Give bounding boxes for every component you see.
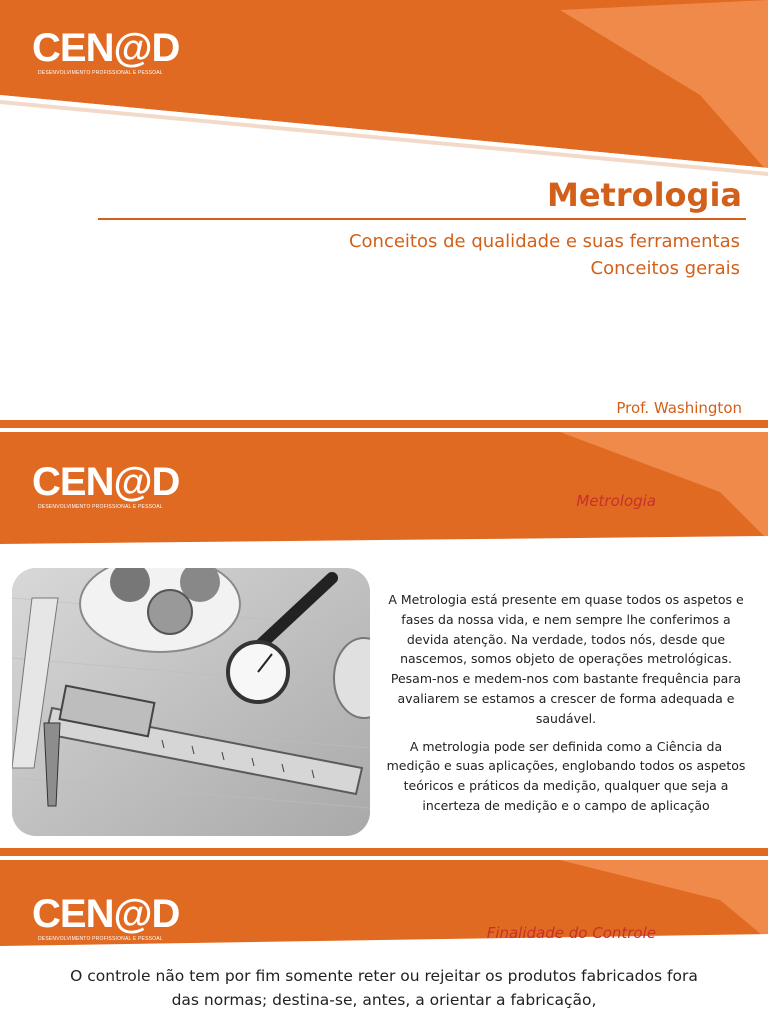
logo-text: CEN@D (32, 460, 180, 504)
author: Prof. Washington (616, 399, 742, 417)
logo-tagline: DESENVOLVIMENTO PROFISSIONAL E PESSOAL (38, 936, 163, 942)
slide-title (0, 0, 768, 428)
title-underline (98, 218, 746, 220)
logo-text: CEN@D (32, 26, 180, 70)
subtitle-2: Conceitos gerais (590, 258, 740, 279)
cenad-logo (32, 460, 180, 510)
body-text: O controle não tem por fim somente reter ou rejeitar os produtos fabricados fora das normas; destina-se, antes, a orientar a fabricação, (70, 967, 698, 1009)
logo-tagline: DESENVOLVIMENTO PROFISSIONAL E PESSOAL (38, 504, 163, 510)
logo-text: CEN@D (32, 892, 180, 936)
cenad-logo (32, 26, 180, 76)
paragraph-2: A metrologia pode ser definida como a Ciência da medição e suas aplicações, englobando todos os aspetos teóricos e práticos da medição, qualquer que seja a incerteza de medição e o campo de aplicação (386, 738, 746, 813)
slide-title-text: Metrologia (546, 176, 742, 214)
body-text (384, 590, 748, 824)
slide-metrologia (0, 432, 768, 856)
subtitle-1: Conceitos de qualidade e suas ferramentas (348, 231, 740, 252)
cenad-logo (32, 892, 180, 942)
metrology-instruments-photo (12, 568, 370, 836)
section-title: Metrologia (576, 492, 656, 510)
logo-tagline: DESENVOLVIMENTO PROFISSIONAL E PESSOAL (38, 70, 163, 76)
paragraph-1: A Metrologia está presente em quase todos os aspetos e fases da nossa vida, e nem sempre lhe conferimos a devida atenção. Na verdade, todos nós, desde que nascemos, somos objeto de operações metrológicas. Pesam-nos e medem-nos com bastante frequência para avaliarem se estamos a crescer de forma adequada e saudável. (388, 592, 744, 726)
section-title: Finalidade do Controle (486, 924, 656, 942)
slide-finalidade (0, 860, 768, 1024)
